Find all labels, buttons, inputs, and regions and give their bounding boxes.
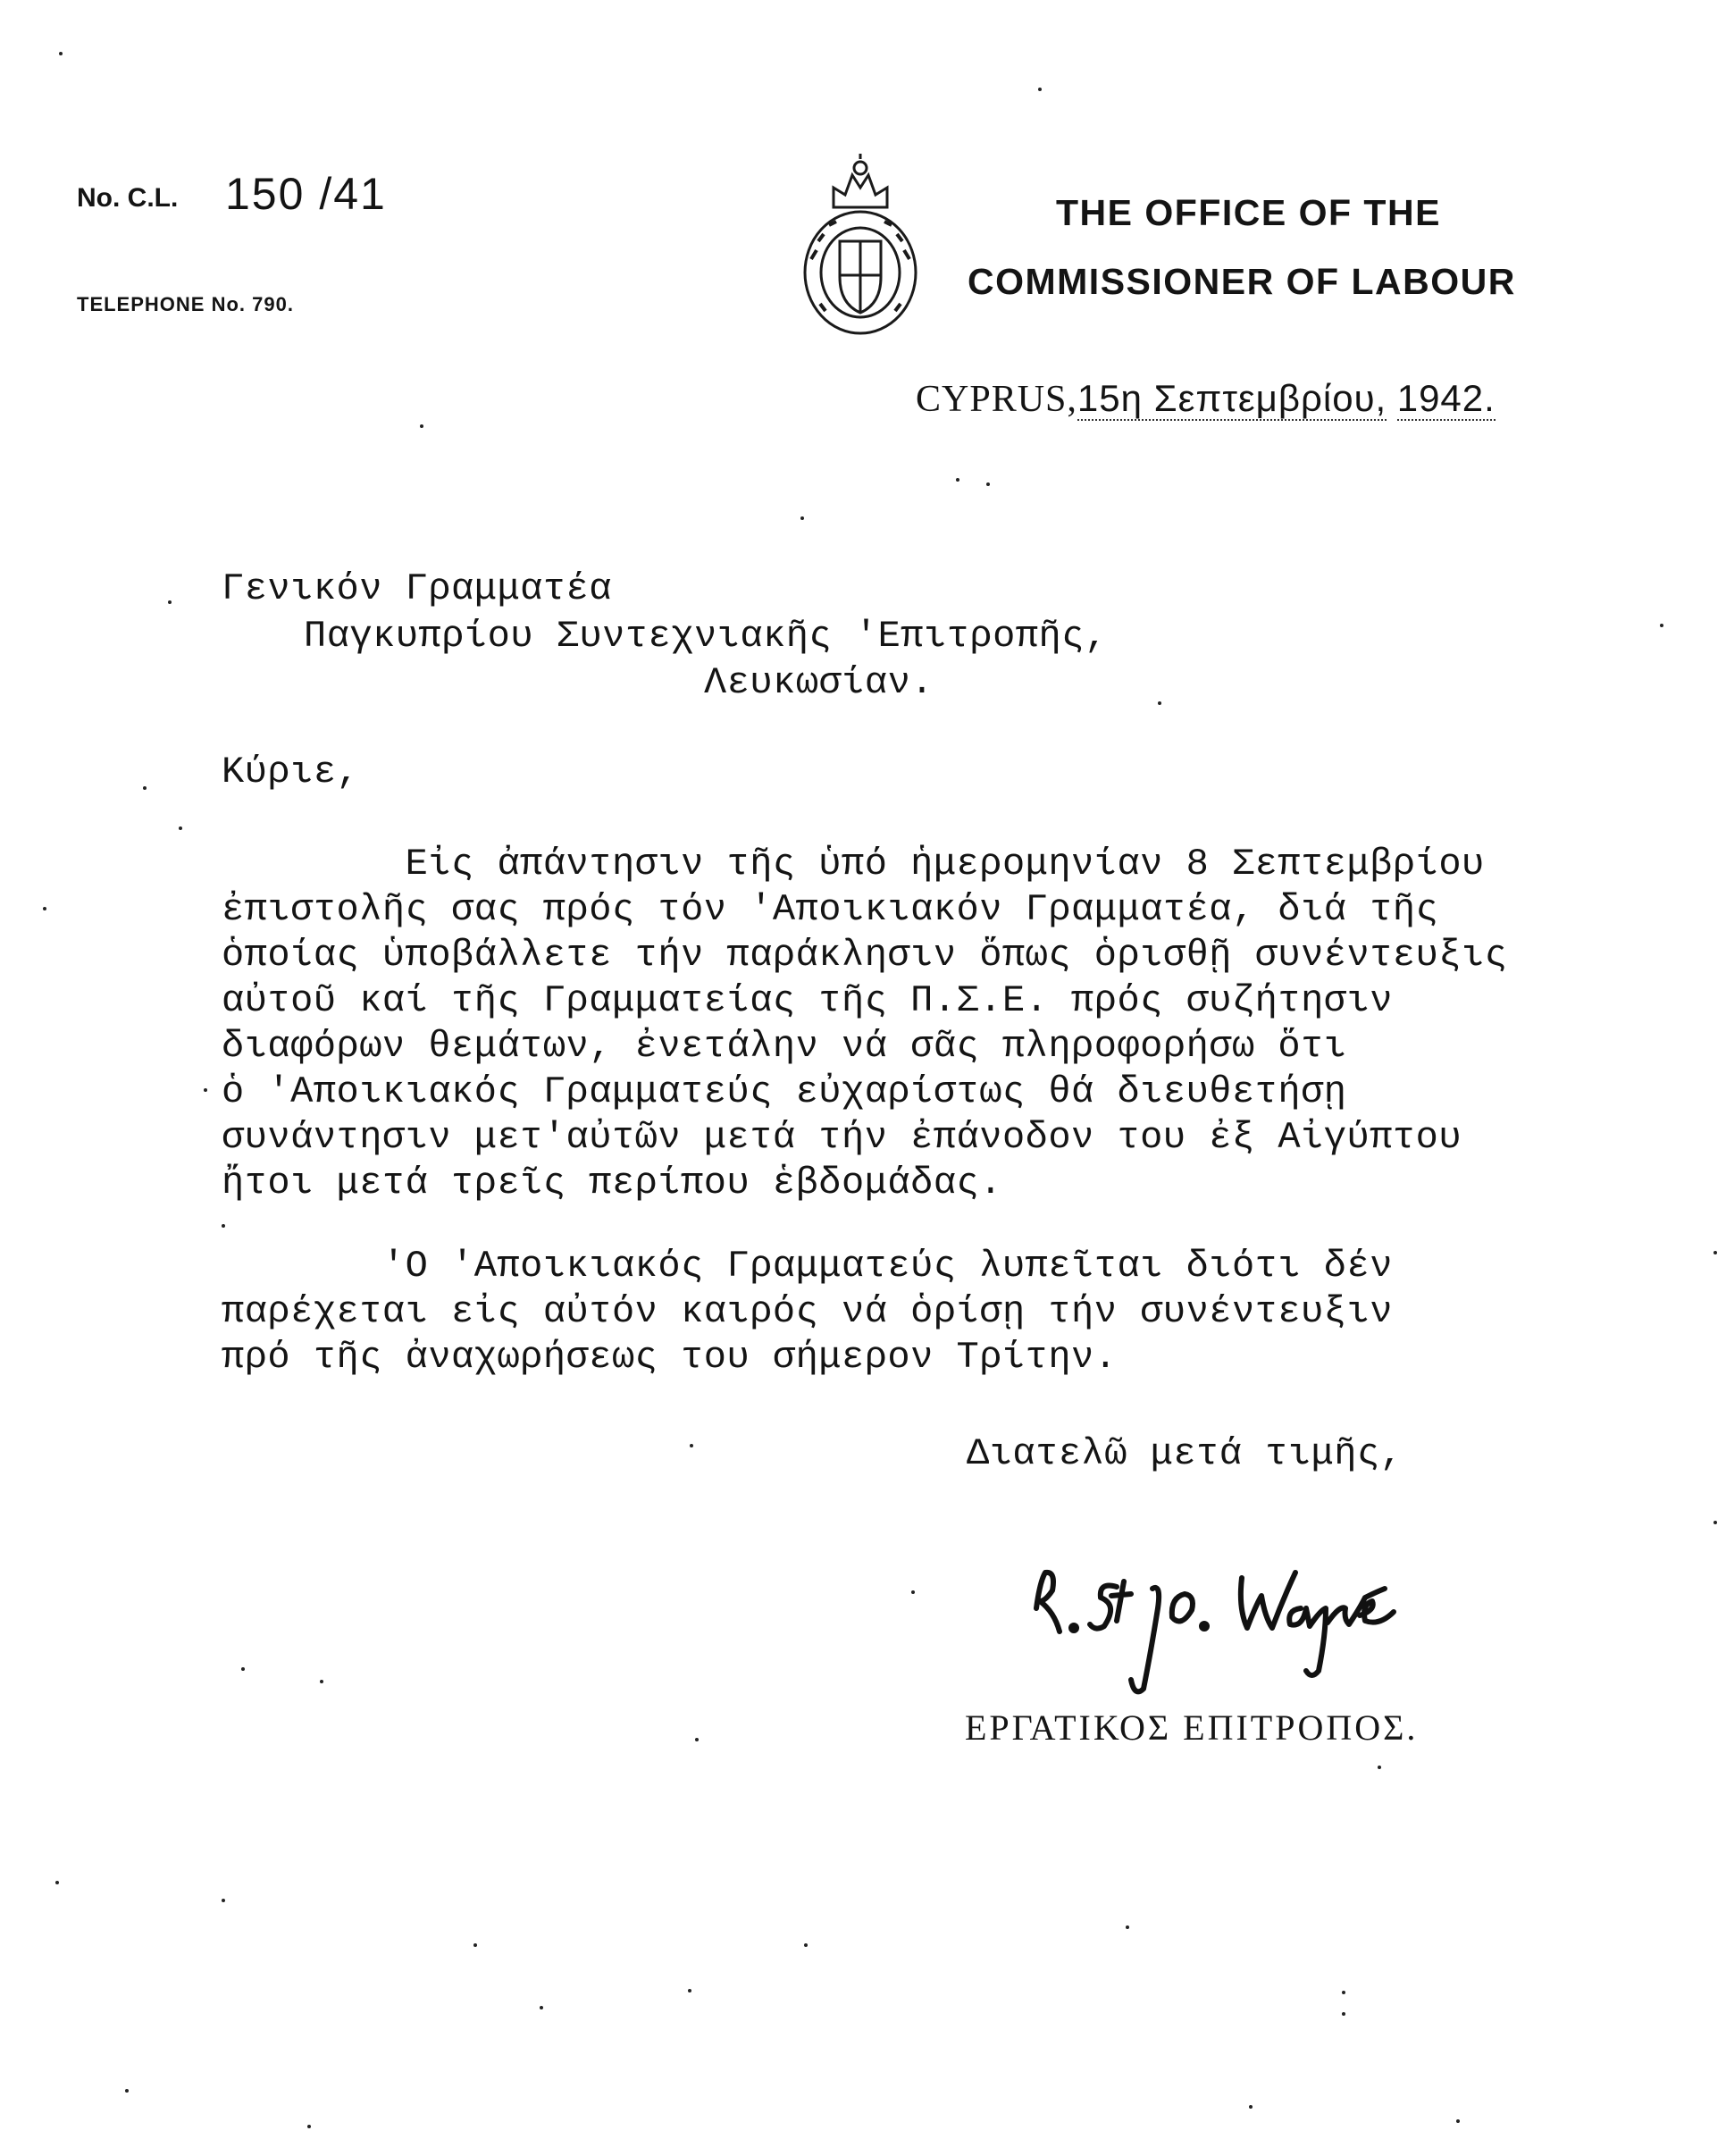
scan-speck (956, 478, 959, 482)
paragraph-2 (222, 1245, 1722, 1381)
scan-speck (800, 516, 804, 520)
scan-speck (695, 1738, 699, 1741)
scan-speck (1342, 1991, 1345, 1994)
closing: Διατελῶ μετά τιμῆς, (967, 1432, 1403, 1475)
reference-label: No. C.L. (77, 183, 179, 213)
recipient-line3: Λευκωσίαν. (704, 661, 934, 704)
scan-speck (1342, 2012, 1345, 2016)
paragraph-line: ἤτοι μετά τρεῖς περίπου ἑβδομάδας. (222, 1162, 1002, 1204)
scan-speck (1660, 624, 1663, 627)
paragraph-line: 'Ο 'Αποικιακός Γραμματεύς λυπεῖται διότι δέν (222, 1245, 1393, 1288)
date-day: 15η Σεπτεμβρίου, (1077, 377, 1387, 419)
scan-speck (168, 600, 172, 604)
scan-speck (1713, 1521, 1717, 1524)
paragraph-line: Εἰς ἀπάντησιν τῆς ὑπό ἡμερομηνίαν 8 Σεπτεμβρίου (222, 843, 1485, 885)
scan-speck (911, 1590, 915, 1594)
scan-speck (1713, 1251, 1717, 1254)
scan-speck (222, 1224, 225, 1228)
date-line (916, 377, 1496, 421)
paragraph-line: αὐτοῦ καί τῆς Γραμματείας τῆς Π.Σ.Ε. πρός συζήτησιν (222, 979, 1393, 1022)
paragraph-1 (222, 843, 1722, 1207)
recipient-line1: Γενικόν Γραμματέα (222, 567, 612, 610)
scan-speck (204, 1088, 207, 1092)
scan-speck (690, 1444, 693, 1447)
scan-speck (688, 1989, 691, 1992)
scan-speck (1456, 2119, 1460, 2123)
scan-speck (420, 424, 423, 428)
recipient-line2: Παγκυπρίου Συντεχνιακῆς 'Επιτροπῆς, (304, 615, 1108, 658)
scan-speck (222, 1899, 225, 1902)
office-title-line1: THE OFFICE OF THE (1056, 192, 1441, 233)
scan-speck (320, 1680, 323, 1683)
salutation: Κύριε, (222, 751, 360, 793)
paragraph-line: ἐπιστολῆς σας πρός τόν 'Αποικιακόν Γραμματέα, διά τῆς (222, 888, 1439, 931)
scan-speck (1378, 1766, 1381, 1769)
scan-speck (59, 52, 63, 55)
date-year: 1942. (1396, 377, 1496, 419)
paragraph-line: ὁποίας ὑποβάλλετε τήν παράκλησιν ὅπως ὁρισθῇ συνέντευξις (222, 934, 1508, 977)
scan-speck (125, 2089, 129, 2093)
paragraph-line: παρέχεται εἰς αὐτόν καιρός νά ὁρίσῃ τήν συνέντευξιν (222, 1290, 1393, 1333)
scan-speck (143, 786, 147, 790)
scan-speck (473, 1943, 477, 1947)
scan-speck (986, 482, 990, 486)
handwritten-signature (1018, 1546, 1456, 1698)
scan-speck (804, 1943, 808, 1947)
telephone-number: TELEPHONE No. 790. (77, 293, 294, 315)
date-place: CYPRUS, (916, 379, 1077, 420)
signatory-title: ΕΡΓΑΤΙΚΟΣ ΕΠΙΤΡΟΠΟΣ. (965, 1707, 1419, 1748)
royal-crest-icon (793, 152, 927, 340)
scan-speck (1038, 88, 1042, 91)
scan-speck (540, 2006, 543, 2009)
scan-speck (43, 907, 46, 910)
paragraph-line: συνάντησιν μετ'αὐτῶν μετά τήν ἐπάνοδον του ἐξ Αἰγύπτου (222, 1116, 1462, 1159)
scan-speck (179, 826, 182, 830)
paragraph-line: ὁ 'Αποικιακός Γραμματεύς εὐχαρίστως θά διευθετήσῃ (222, 1070, 1347, 1113)
scan-speck (55, 1881, 59, 1884)
reference-number: 150 /41 (225, 169, 387, 219)
scan-speck (1249, 2105, 1253, 2109)
scan-speck (307, 2125, 311, 2128)
paragraph-line: διαφόρων θεμάτων, ἐνετάλην νά σᾶς πληροφορήσω ὅτι (222, 1025, 1347, 1068)
scan-speck (1158, 701, 1161, 705)
scan-speck (241, 1667, 245, 1671)
paragraph-line: πρό τῆς ἀναχωρήσεως του σήμερον Τρίτην. (222, 1336, 1118, 1379)
office-title-line2: COMMISSIONER OF LABOUR (968, 261, 1516, 302)
scan-speck (1126, 1925, 1129, 1929)
